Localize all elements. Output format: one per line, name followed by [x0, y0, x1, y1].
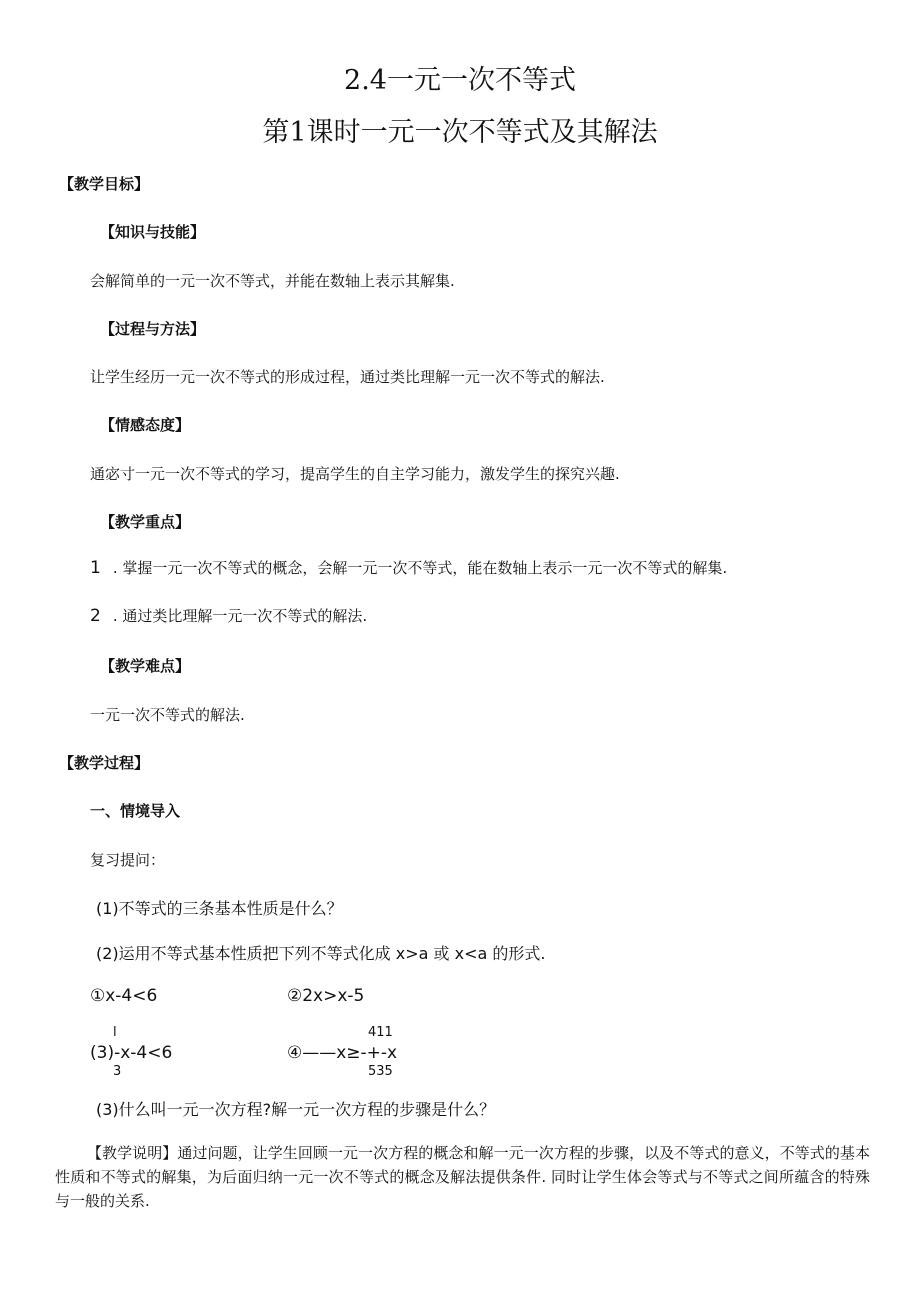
- process-method-text: 让学生经历一元一次不等式的形成过程，通过类比理解一元一次不等式的解法.: [90, 368, 605, 386]
- exercise-3: (3)-x-4<6: [90, 1043, 173, 1063]
- teaching-process-heading: 【教学过程】: [59, 754, 150, 772]
- key-point-item: [90, 605, 367, 626]
- attitude-heading: 【情感态度】: [100, 416, 191, 434]
- question-2: (2)运用不等式基本性质把下列不等式化成 x>a 或 x<a 的形式.: [96, 944, 546, 963]
- exercise-4: ④——x≥-+-x: [287, 1043, 398, 1063]
- teaching-note-text: 通过问题，让学生回顾一元一次方程的概念和解一元一次方程的步骤，以及不等式的意义，不等式的基本性质和不等式的解集，为后面归纳一元一次不等式的概念及解法提供条件. 同时让学生体会等式与不等式之间所蕴含的特殊与一般的关系.: [55, 1144, 870, 1210]
- page-subtitle: 第1课时一元一次不等式及其解法: [262, 117, 658, 148]
- knowledge-heading: 【知识与技能】: [100, 223, 206, 241]
- key-points-heading: 【教学重点】: [100, 513, 191, 531]
- exercise-3-numerator: l: [113, 1025, 117, 1040]
- objectives-heading: 【教学目标】: [59, 175, 150, 193]
- exercise-1: ①x-4<6: [90, 986, 158, 1006]
- question-3: (3)什么叫一元一次方程?解一元一次方程的步骤是什么？: [96, 1100, 496, 1119]
- exercise-2: ②2x>x-5: [287, 986, 365, 1006]
- teaching-note-label: 【教学说明】: [87, 1144, 178, 1162]
- key-point-number: 2: [90, 606, 101, 626]
- attitude-text: 通宓寸一元一次不等式的学习，提高学生的自主学习能力，激发学生的探究兴趣.: [90, 465, 620, 483]
- key-point-number: 1: [90, 558, 101, 578]
- key-point-text: . 通过类比理解一元一次不等式的解法.: [112, 607, 368, 625]
- key-point-text: . 掌握一元一次不等式的概念，会解一元一次不等式，能在数轴上表示一元一次不等式的解集.: [112, 559, 728, 577]
- review-label: 复习提问：: [90, 851, 166, 869]
- page-title: 2.4一元一次不等式: [344, 65, 576, 96]
- exercise-4-denominators: 535: [368, 1064, 393, 1079]
- question-1: (1)不等式的三条基本性质是什么？: [96, 899, 343, 918]
- teaching-note: [55, 1141, 870, 1213]
- difficulty-heading: 【教学难点】: [100, 657, 191, 675]
- process-method-heading: 【过程与方法】: [100, 320, 206, 338]
- difficulty-text: 一元一次不等式的解法.: [90, 706, 245, 724]
- exercise-3-denominator: 3: [113, 1064, 122, 1079]
- knowledge-text: 会解简单的一元一次不等式，并能在数轴上表示其解集.: [90, 272, 455, 290]
- exercise-4-numerators: 411: [368, 1025, 393, 1040]
- key-point-item: [90, 557, 727, 578]
- situation-intro-heading: 一、情境导入: [90, 802, 181, 820]
